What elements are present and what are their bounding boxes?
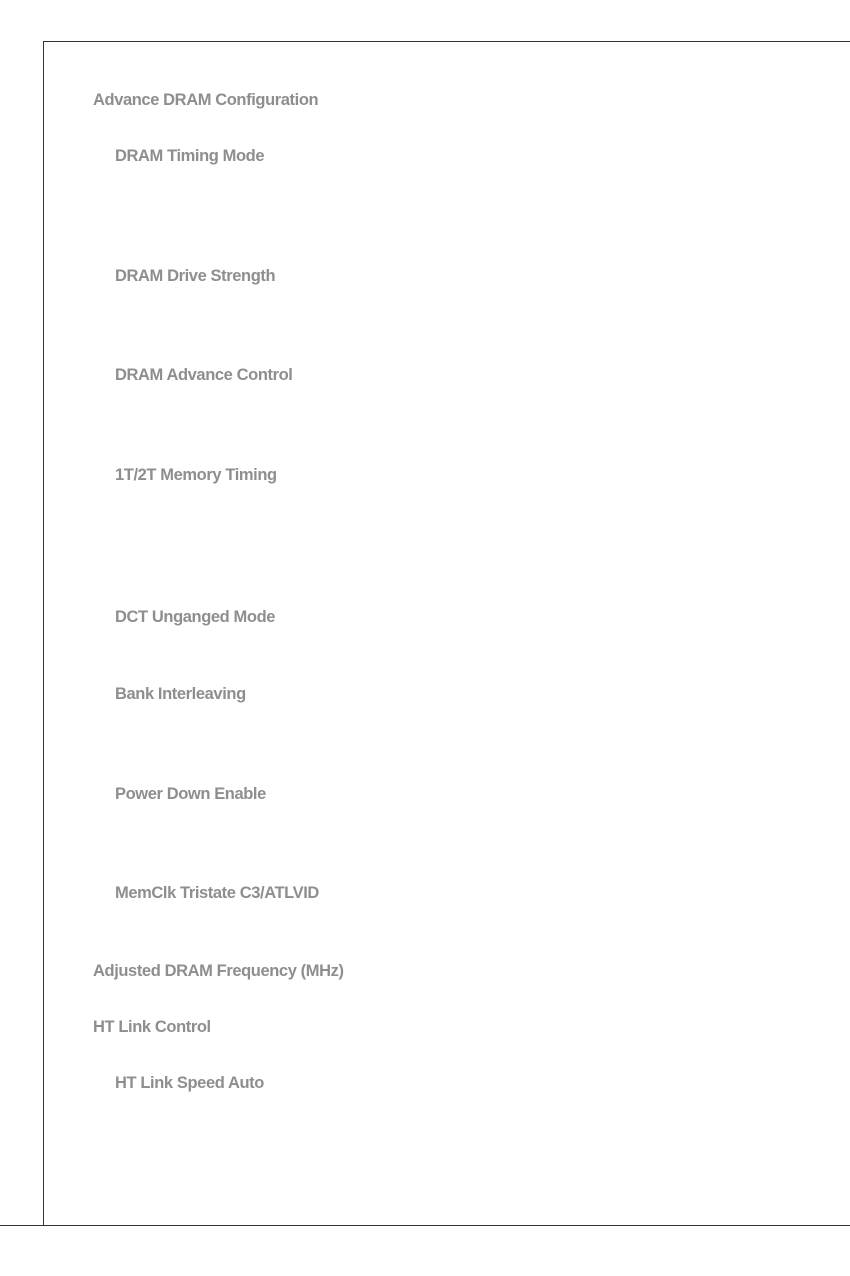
page-frame [43, 41, 850, 1226]
heading-dram-timing-mode: DRAM Timing Mode [115, 147, 265, 165]
heading-advance-dram-configuration: Advance DRAM Configuration [93, 91, 319, 109]
heading-power-down-enable: Power Down Enable [115, 785, 266, 803]
heading-bank-interleaving: Bank Interleaving [115, 685, 246, 703]
heading-dram-advance-control: DRAM Advance Control [115, 366, 293, 384]
heading-dram-drive-strength: DRAM Drive Strength [115, 267, 276, 285]
heading-memclk-tristate: MemClk Tristate C3/ATLVID [115, 884, 319, 902]
heading-ht-link-control: HT Link Control [93, 1018, 211, 1036]
bottom-rule [0, 1225, 44, 1226]
heading-adjusted-dram-frequency: Adjusted DRAM Frequency (MHz) [93, 962, 344, 980]
heading-1t-2t-memory-timing: 1T/2T Memory Timing [115, 466, 277, 484]
heading-dct-unganged-mode: DCT Unganged Mode [115, 608, 276, 626]
heading-ht-link-speed-auto: HT Link Speed Auto [115, 1074, 264, 1092]
